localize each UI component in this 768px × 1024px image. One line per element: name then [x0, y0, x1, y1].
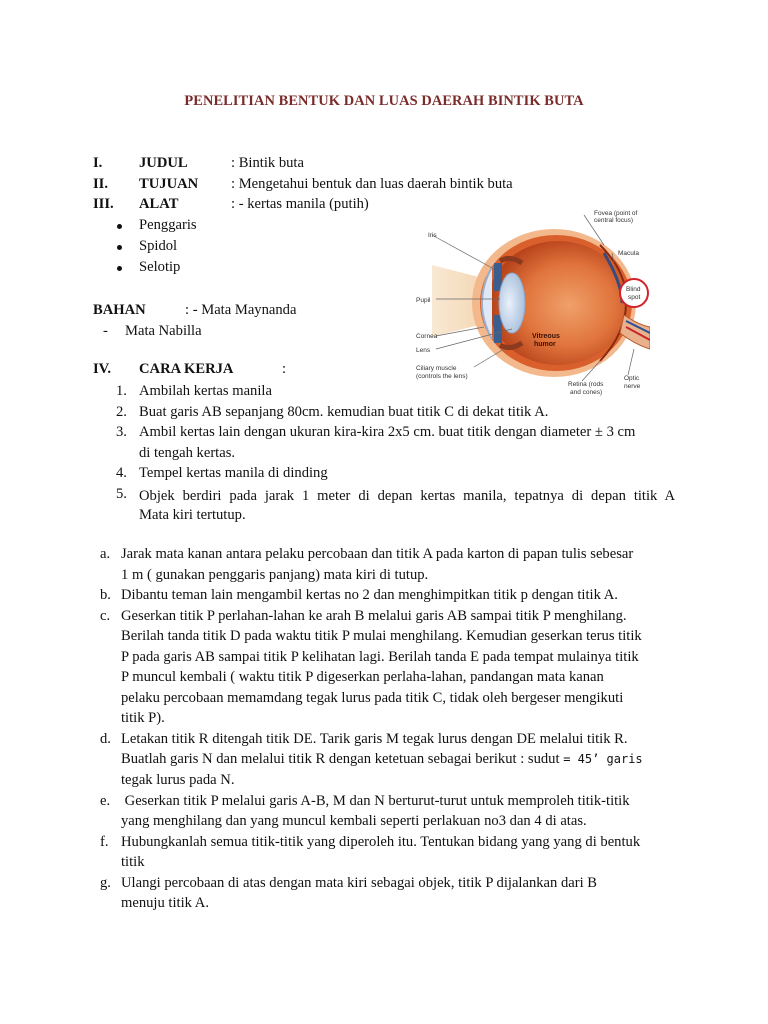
- step-number: 5.: [116, 486, 127, 502]
- blind-spot-circle: [620, 279, 648, 307]
- substep-text: P pada garis AB sampai titik P kelihatan lagi. Berilah tanda E pada tempat mulainya titik: [121, 649, 639, 665]
- alat-item: Selotip: [139, 259, 181, 275]
- step-number: 2.: [116, 404, 127, 420]
- section-judul-value: : Bintik buta: [231, 155, 304, 171]
- bahan-label: BAHAN: [93, 302, 146, 318]
- substep-text: Geserkan titik P melalui garis A-B, M dan N berturut-turut untuk memproleh titik-titik: [121, 793, 630, 809]
- section-tujuan-value: : Mengetahui bentuk dan luas daerah bintik buta: [231, 176, 513, 192]
- page-title: PENELITIAN BENTUK DAN LUAS DAERAH BINTIK BUTA: [184, 93, 584, 109]
- eye-diagram: [414, 203, 650, 396]
- label-vitreous: Vitreous: [532, 333, 560, 340]
- label-cornea: Cornea: [416, 333, 438, 340]
- substep-letter: f.: [100, 834, 109, 850]
- section-judul-label: JUDUL: [139, 155, 188, 171]
- substep-text: tegak lurus pada N.: [121, 772, 235, 788]
- label-macula: Macula: [618, 250, 639, 257]
- bahan-value: : - Mata Maynanda: [185, 302, 297, 318]
- step-text: Mata kiri tertutup.: [139, 507, 246, 523]
- substep-text: yang menghilang dan yang muncul kembali seperti perlakuan no3 dan 4 di atas.: [121, 813, 587, 829]
- substep-text: Jarak mata kanan antara pelaku percobaan dan titik A pada karton di papan tulis sebesar: [121, 546, 634, 562]
- substep-text: titik P).: [121, 710, 165, 726]
- label-optic-2: nerve: [624, 383, 641, 390]
- label-optic: Optic: [624, 375, 640, 382]
- substep-text: pelaku percobaan memamdang tegak lurus pada titik C, tidak oleh bergeser mengikuti: [121, 690, 624, 706]
- label-blind: Blind: [626, 286, 641, 293]
- substep-letter: e.: [100, 793, 111, 809]
- label-ciliary-2: (controls the lens): [416, 373, 468, 380]
- section-cara-kerja-number: IV.: [93, 361, 111, 377]
- substep-text: P muncul kembali ( waktu titik P digeserkan perlaha-lahan, pandangan mata kanan: [121, 669, 604, 685]
- step-number: 1.: [116, 383, 127, 399]
- substep-text: menuju titik A.: [121, 895, 209, 911]
- step-text: Tempel kertas manila di dinding: [139, 465, 328, 481]
- label-fovea: Fovea (point of: [594, 210, 638, 217]
- substep-text: Letakan titik R ditengah titik DE. Tarik garis M tegak lurus dengan DE melalui titik R.: [121, 731, 628, 747]
- step-text: Ambilah kertas manila: [139, 383, 272, 399]
- section-cara-kerja-colon: :: [282, 361, 287, 377]
- substep-text: [121, 751, 643, 768]
- substep-text: titik: [121, 854, 145, 870]
- label-retina: Retina (rods: [568, 381, 604, 388]
- label-iris: Iris: [428, 232, 437, 239]
- section-judul-number: I.: [93, 155, 103, 171]
- bullet-icon: [117, 266, 122, 271]
- lens-shape: [499, 273, 525, 333]
- section-tujuan-label: TUJUAN: [139, 176, 199, 192]
- section-alat-label: ALAT: [139, 196, 179, 212]
- section-cara-kerja-label: CARA KERJA: [139, 361, 234, 377]
- step-line: Objek berdiri pada jarak 1 meter di depan kertas manila, tepatnya di depan titik A: [139, 488, 675, 504]
- label-ciliary: Ciliary muscle: [416, 365, 457, 372]
- step-number: 4.: [116, 465, 127, 481]
- substep-text: Ulangi percobaan di atas dengan mata kiri sebagai objek, titik P dijalankan dari B: [121, 875, 598, 891]
- substep-letter: g.: [100, 875, 111, 891]
- substep-text: Dibantu teman lain mengambil kertas no 2 dan menghimpitkan titik p dengan titik A.: [121, 587, 618, 603]
- substep-text: Hubungkanlah semua titik-titik yang diperoleh itu. Tentukan bidang yang yang di bentuk: [121, 834, 641, 850]
- label-blind-2: spot: [628, 294, 641, 301]
- alat-item: Penggaris: [139, 217, 197, 233]
- substep-line: Buatlah garis N dan melalui titik R dengan ketetuan sebagai berikut : sudut: [121, 751, 560, 767]
- substep-letter: c.: [100, 608, 111, 624]
- section-alat-number: III.: [93, 196, 114, 212]
- substep-letter: a.: [100, 546, 111, 562]
- label-retina-2: and cones): [570, 389, 603, 396]
- bullet-icon: [117, 224, 122, 229]
- section-alat-value: : - kertas manila (putih): [231, 196, 369, 212]
- substep-text: Geserkan titik P perlahan-lahan ke arah B melalui garis AB sampai titik P menghilang.: [121, 608, 627, 624]
- bullet-icon: [117, 245, 122, 250]
- substep-letter: d.: [100, 731, 111, 747]
- section-tujuan-number: II.: [93, 176, 109, 192]
- substep-letter: b.: [100, 587, 111, 603]
- alat-item: Spidol: [139, 238, 178, 254]
- step-text: [139, 486, 675, 507]
- bahan-item: Mata Nabilla: [125, 323, 202, 339]
- substep-text: 1 m ( gunakan penggaris panjang) mata kiri di tutup.: [121, 567, 429, 583]
- label-lens: Lens: [416, 347, 431, 354]
- label-pupil: Pupil: [416, 297, 431, 304]
- label-fovea-2: central focus): [594, 217, 634, 224]
- substep-text: Berilah tanda titik D pada waktu titik P mulai menghilang. Kemudian geserkan terus titik: [121, 628, 642, 644]
- label-vitreous-2: humor: [534, 341, 556, 348]
- step-text: Ambil kertas lain dengan ukuran kira-kira 2x5 cm. buat titik dengan diameter ± 3 cm: [139, 424, 636, 440]
- bahan-dash: -: [103, 323, 108, 339]
- angle-expression: = 45’ garis: [563, 752, 643, 766]
- step-text: Buat garis AB sepanjang 80cm. kemudian buat titik C di dekat titik A.: [139, 404, 549, 420]
- step-number: 3.: [116, 424, 127, 440]
- step-text: di tengah kertas.: [139, 445, 236, 461]
